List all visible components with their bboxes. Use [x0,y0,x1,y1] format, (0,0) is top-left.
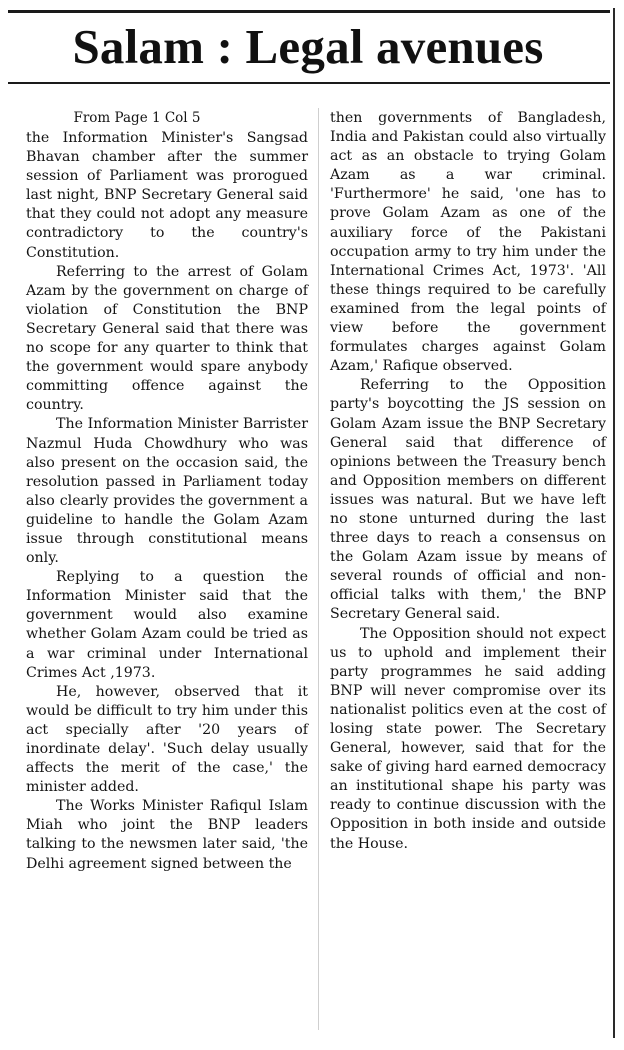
jump-line: From Page 1 Col 5 [73,110,201,126]
right-column [330,109,606,854]
left-column [26,109,308,874]
paragraph: He, however, observed that it would be difficult to try him under this act specially after '20 years of inordinate delay'. 'Such delay usually affects the merit of the case,' the minister added. [26,683,308,796]
paragraph: The Works Minister Rafiqul Islam Miah who joint the BNP leaders talking to the newsmen later said, 'the Delhi agreement signed between the [26,798,308,872]
headline-rule [8,82,610,84]
paragraph: The Opposition should not expect us to uphold and implement their party programmes he said adding BNP will never compromise over its nationalist politics even at the cost of losing state power. The Secretary General, however, said that for the sake of giving hard earned democracy an institutional shape his party was ready to continue discussion with the Opposition in both inside and outside the House. [330,625,606,852]
paragraph: Replying to a question the Information Minister said that the government would also examine whether Golam Azam could be tried as a war criminal under International Crimes Act ,1973. [26,569,308,681]
paragraph: The Information Minister Barrister Nazmul Huda Chowdhury who was also present on the occasion said, the resolution passed in Parliament today also clearly provides the government a guideline to handle the Golam Azam issue through constitutional means only. [26,416,308,567]
paragraph: Referring to the arrest of Golam Azam by the government on charge of violation of Constitution the BNP Secretary General said that there was no scope for any quarter to think that the government would spare anybody committing offence against the country. [26,263,308,414]
top-rule [8,10,610,13]
clipping-edge [613,8,615,1038]
paragraph: Referring to the Opposition party's boycotting the JS session on Golam Azam issue the BNP Secretary General said that difference of opinions between the Treasury bench and Opposition members on different issues was natural. But we have left no stone unturned during the last three days to reach a consensus on the Golam Azam issue by means of several rounds of official and non-official talks with them,' the BNP Secretary General said. [330,377,606,623]
column-divider [318,108,319,1030]
paragraph: then governments of Bangladesh, India and Pakistan could also virtually act as an obstacle to trying Golam Azam as a war criminal. 'Furthermore' he said, 'one has to prove Golam Azam as one of the auxiliary force of the Pakistani occupation army to try him under the International Crimes Act, 1973'. 'All these things required to be carefully examined from the legal points of view before the government formulates charges against Golam Azam,' Rafique observed. [330,110,606,375]
headline: Salam : Legal avenues [72,19,544,74]
paragraph: the Information Minister's Sangsad Bhavan chamber after the summer session of Parliament was prorogued last night, BNP Secretary General said that they could not adopt any measure contradictory to the country's Constitution. [26,130,308,261]
